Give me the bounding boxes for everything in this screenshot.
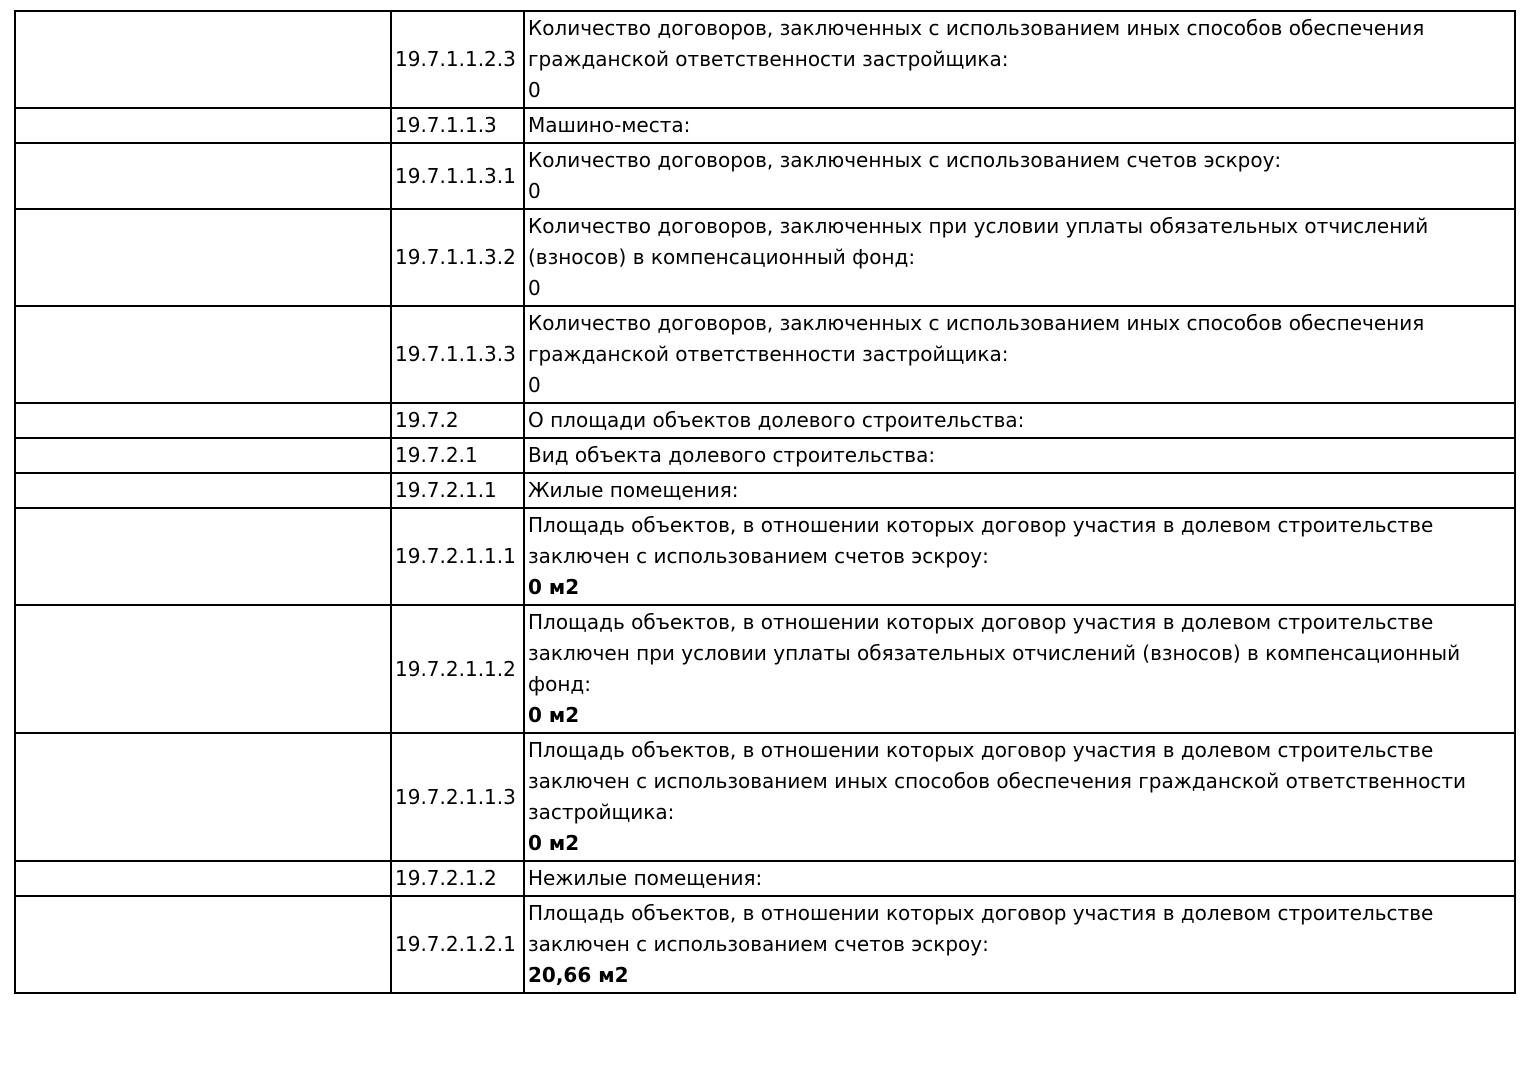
empty-cell bbox=[15, 508, 391, 605]
row-content-cell bbox=[524, 306, 1515, 403]
table-row bbox=[15, 403, 1515, 438]
row-label: Количество договоров, заключенных с использованием иных способов обеспечения гражданской ответственности застройщика: bbox=[528, 16, 1425, 71]
row-value: 0 м2 bbox=[528, 703, 580, 727]
row-code: 19.7.2.1.1.1 bbox=[391, 508, 524, 605]
row-label: О площади объектов долевого строительства: bbox=[528, 408, 1025, 432]
row-code: 19.7.1.1.3.2 bbox=[391, 209, 524, 306]
declaration-table bbox=[14, 10, 1516, 994]
row-label: Площадь объектов, в отношении которых договор участия в долевом строительстве заключен с использованием счетов эскроу: bbox=[528, 513, 1434, 568]
row-value: 0 bbox=[528, 78, 541, 102]
table-row bbox=[15, 306, 1515, 403]
row-code: 19.7.1.1.3 bbox=[391, 108, 524, 143]
row-code: 19.7.2.1.1.3 bbox=[391, 733, 524, 861]
table-row bbox=[15, 438, 1515, 473]
declaration-table-body bbox=[15, 11, 1515, 993]
table-row bbox=[15, 861, 1515, 896]
row-label: Площадь объектов, в отношении которых договор участия в долевом строительстве заключен при условии уплаты обязательных отчислений (взносов) в компенсационный фонд: bbox=[528, 610, 1461, 696]
empty-cell bbox=[15, 733, 391, 861]
declaration-document bbox=[14, 10, 1516, 994]
empty-cell bbox=[15, 209, 391, 306]
row-code: 19.7.2 bbox=[391, 403, 524, 438]
row-content-cell bbox=[524, 403, 1515, 438]
row-content-cell bbox=[524, 733, 1515, 861]
row-code: 19.7.2.1 bbox=[391, 438, 524, 473]
row-label: Количество договоров, заключенных с использованием счетов эскроу: bbox=[528, 148, 1282, 172]
row-label: Нежилые помещения: bbox=[528, 866, 763, 890]
row-content-cell bbox=[524, 143, 1515, 209]
table-row bbox=[15, 209, 1515, 306]
empty-cell bbox=[15, 605, 391, 733]
row-code: 19.7.1.1.2.3 bbox=[391, 11, 524, 108]
row-content-cell bbox=[524, 896, 1515, 993]
row-label: Машино-места: bbox=[528, 113, 691, 137]
row-value: 20,66 м2 bbox=[528, 963, 629, 987]
table-row bbox=[15, 605, 1515, 733]
row-code: 19.7.2.1.2 bbox=[391, 861, 524, 896]
row-label: Жилые помещения: bbox=[528, 478, 739, 502]
row-label: Количество договоров, заключенных с использованием иных способов обеспечения гражданской ответственности застройщика: bbox=[528, 311, 1425, 366]
row-value: 0 bbox=[528, 276, 541, 300]
row-label: Вид объекта долевого строительства: bbox=[528, 443, 936, 467]
row-value: 0 м2 bbox=[528, 575, 580, 599]
row-code: 19.7.2.1.1 bbox=[391, 473, 524, 508]
table-row bbox=[15, 11, 1515, 108]
row-content-cell bbox=[524, 861, 1515, 896]
empty-cell bbox=[15, 11, 391, 108]
row-value: 0 bbox=[528, 373, 541, 397]
row-label: Площадь объектов, в отношении которых договор участия в долевом строительстве заключен с использованием счетов эскроу: bbox=[528, 901, 1434, 956]
row-content-cell bbox=[524, 508, 1515, 605]
table-row bbox=[15, 508, 1515, 605]
row-content-cell bbox=[524, 11, 1515, 108]
empty-cell bbox=[15, 143, 391, 209]
table-row bbox=[15, 896, 1515, 993]
row-content-cell bbox=[524, 209, 1515, 306]
row-content-cell bbox=[524, 438, 1515, 473]
empty-cell bbox=[15, 403, 391, 438]
table-row bbox=[15, 143, 1515, 209]
table-row bbox=[15, 108, 1515, 143]
row-code: 19.7.2.1.2.1 bbox=[391, 896, 524, 993]
empty-cell bbox=[15, 438, 391, 473]
table-row bbox=[15, 733, 1515, 861]
row-content-cell bbox=[524, 605, 1515, 733]
row-content-cell bbox=[524, 108, 1515, 143]
empty-cell bbox=[15, 473, 391, 508]
table-row bbox=[15, 473, 1515, 508]
row-label: Площадь объектов, в отношении которых договор участия в долевом строительстве заключен с использованием иных способов обеспечения гражданской ответственности застройщика: bbox=[528, 738, 1466, 824]
row-code: 19.7.2.1.1.2 bbox=[391, 605, 524, 733]
row-value: 0 bbox=[528, 179, 541, 203]
empty-cell bbox=[15, 108, 391, 143]
empty-cell bbox=[15, 306, 391, 403]
row-code: 19.7.1.1.3.3 bbox=[391, 306, 524, 403]
row-value: 0 м2 bbox=[528, 831, 580, 855]
row-content-cell bbox=[524, 473, 1515, 508]
row-code: 19.7.1.1.3.1 bbox=[391, 143, 524, 209]
row-label: Количество договоров, заключенных при условии уплаты обязательных отчислений (взносов) в компенсационный фонд: bbox=[528, 214, 1429, 269]
empty-cell bbox=[15, 896, 391, 993]
empty-cell bbox=[15, 861, 391, 896]
